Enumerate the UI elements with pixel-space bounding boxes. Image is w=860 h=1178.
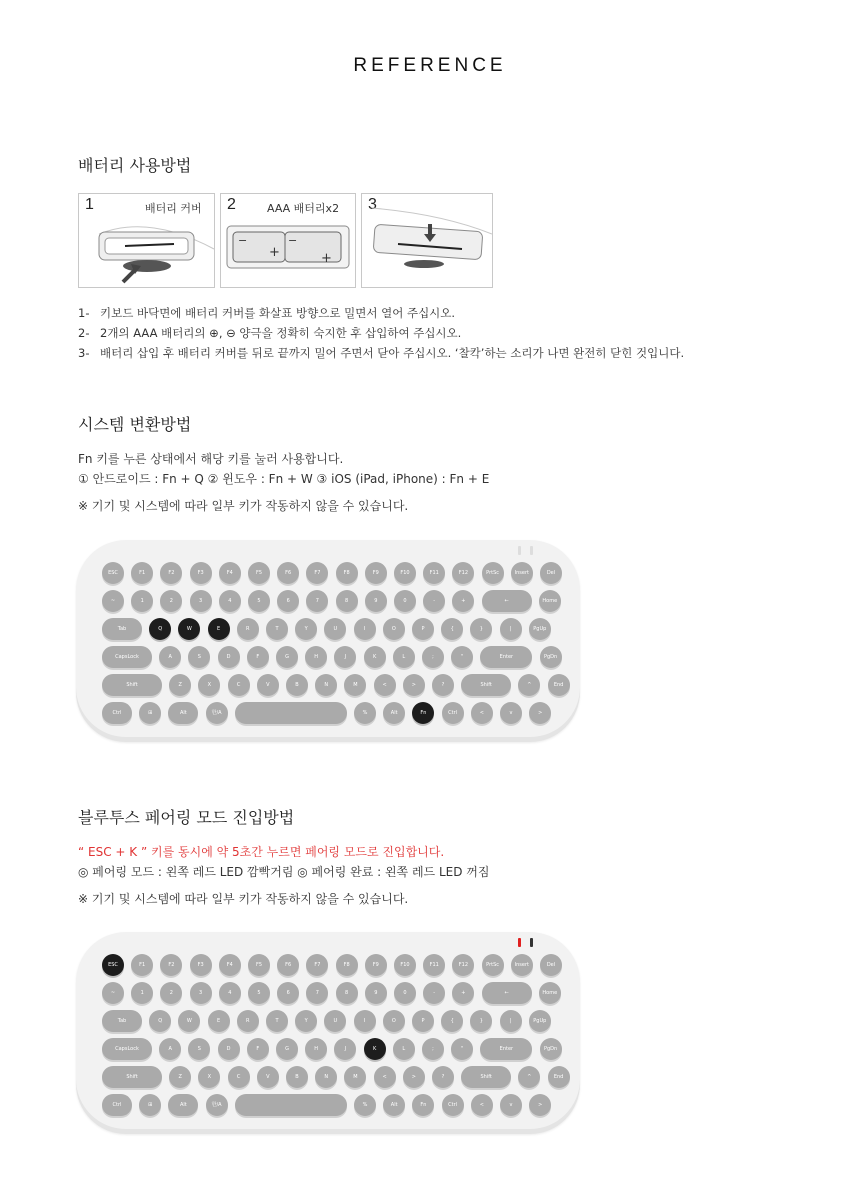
panel-number: 1 [85, 196, 94, 213]
key-y: Y [295, 618, 317, 640]
key-f6: F6 [277, 954, 299, 976]
key-q: Q [149, 1010, 171, 1032]
key-j: J [334, 1038, 356, 1060]
key-capslock: CapsLock [102, 646, 152, 668]
key-3: 3 [190, 982, 212, 1004]
key-f11: F11 [423, 954, 445, 976]
key-f8: F8 [336, 562, 358, 584]
key--: | [500, 618, 522, 640]
key-enter: Enter [480, 646, 532, 668]
key-v: V [257, 1066, 279, 1088]
key-7: 7 [306, 590, 328, 612]
svg-text:−: − [288, 234, 298, 247]
key-pgdn: PgDn [540, 646, 562, 668]
key-f6: F6 [277, 562, 299, 584]
key-esc: ESC [102, 954, 124, 976]
key-f8: F8 [336, 954, 358, 976]
key-t: T [266, 618, 288, 640]
key-f11: F11 [423, 562, 445, 584]
key--: ← [482, 982, 532, 1004]
key-0: 0 [394, 982, 416, 1004]
key-h: H [305, 1038, 327, 1060]
key-ctrl: Ctrl [102, 1094, 132, 1116]
key-9: 9 [365, 982, 387, 1004]
panel-caption: AAA 배터리x2 [267, 202, 340, 215]
svg-text:−: − [238, 234, 248, 247]
key-fn: Fn [412, 1094, 434, 1116]
key-f5: F5 [248, 562, 270, 584]
key-k: K [364, 1038, 386, 1060]
key--: > [403, 674, 425, 696]
key-shift: Shift [461, 674, 511, 696]
key-z: Z [169, 1066, 191, 1088]
bluetooth-line-1: “ ESC + K ” 키를 동시에 약 5초간 누르면 페어링 모드로 진입합니다. [78, 845, 445, 859]
key-f1: F1 [131, 562, 153, 584]
key-o: O [383, 1010, 405, 1032]
battery-step-1 [78, 305, 455, 321]
key--: - [423, 982, 445, 1004]
key-c: C [228, 674, 250, 696]
key-y: Y [295, 1010, 317, 1032]
key-fn: Fn [412, 702, 434, 724]
key-esc: ESC [102, 562, 124, 584]
key--: ^ [518, 1066, 540, 1088]
key-pgdn: PgDn [540, 1038, 562, 1060]
key--: + [452, 982, 474, 1004]
key--: } [470, 1010, 492, 1032]
key-5: 5 [248, 982, 270, 1004]
key-8: 8 [336, 982, 358, 1004]
key-shift: Shift [102, 674, 162, 696]
key--: } [470, 618, 492, 640]
key--: < [374, 1066, 396, 1088]
key--: % [354, 1094, 376, 1116]
system-note: ※ 기기 및 시스템에 따라 일부 키가 작동하지 않을 수 있습니다. [78, 499, 409, 513]
led-left [518, 546, 521, 555]
battery-panel-2 [220, 193, 356, 288]
key-r: R [237, 1010, 259, 1032]
key--: ? [432, 1066, 454, 1088]
key-f2: F2 [160, 562, 182, 584]
key-f3: F3 [190, 954, 212, 976]
key-p: P [412, 1010, 434, 1032]
battery-panel-1 [78, 193, 215, 288]
key-f4: F4 [219, 954, 241, 976]
key-9: 9 [365, 590, 387, 612]
key-0: 0 [394, 590, 416, 612]
step-number: 1- [78, 306, 90, 320]
step-text: 배터리 삽입 후 배터리 커버를 뒤로 끝까지 밀어 주면서 닫아 주십시오. ‘찰칵’하는 소리가 나면 완전히 닫힌 것입니다. [100, 346, 685, 360]
key-end: End [548, 674, 570, 696]
key-5: 5 [248, 590, 270, 612]
key-prtsc: PrtSc [482, 562, 504, 584]
key-home: Home [539, 982, 561, 1004]
key-x: X [198, 674, 220, 696]
key-v: V [257, 674, 279, 696]
key-shift: Shift [461, 1066, 511, 1088]
reference-title: REFERENCE [353, 55, 507, 76]
key-alt: Alt [168, 702, 198, 724]
key--: ⊞ [139, 1094, 161, 1116]
key-f2: F2 [160, 954, 182, 976]
key--: < [471, 1094, 493, 1116]
key-f5: F5 [248, 954, 270, 976]
key--: " [451, 1038, 473, 1060]
key-2: 2 [160, 590, 182, 612]
key-alt: Alt [168, 1094, 198, 1116]
key-shift: Shift [102, 1066, 162, 1088]
battery-step-2 [78, 325, 461, 341]
key-ctrl: Ctrl [442, 1094, 464, 1116]
bluetooth-line-2: ◎ 페어링 모드 : 왼쪽 레드 LED 깜빡거림 ◎ 페어링 완료 : 왼쪽 레드 LED 꺼짐 [78, 865, 490, 879]
key-6: 6 [277, 590, 299, 612]
key-f12: F12 [452, 954, 474, 976]
key--: ; [422, 646, 444, 668]
key-k: K [364, 646, 386, 668]
bluetooth-heading: 블루투스 페어링 모드 진입방법 [78, 808, 295, 827]
key-a: A [159, 646, 181, 668]
key-n: N [315, 1066, 337, 1088]
key--a: 한/A [206, 1094, 228, 1116]
key-f: F [247, 646, 269, 668]
key-capslock: CapsLock [102, 1038, 152, 1060]
key-f10: F10 [394, 562, 416, 584]
key-j: J [334, 646, 356, 668]
system-heading: 시스템 변환방법 [78, 415, 192, 434]
key-2: 2 [160, 982, 182, 1004]
led-left [518, 938, 521, 947]
battery-panel-3 [361, 193, 493, 288]
key-6: 6 [277, 982, 299, 1004]
step-text: 2개의 AAA 배터리의 ⊕, ⊖ 양극을 정확히 숙지한 후 삽입하여 주십시오. [100, 326, 462, 340]
key-pgup: PgUp [529, 1010, 551, 1032]
key-4: 4 [219, 590, 241, 612]
key-e: E [208, 618, 230, 640]
key--: ⊞ [139, 702, 161, 724]
svg-text:+: + [269, 245, 280, 260]
key-insert: Insert [511, 562, 533, 584]
panel-number: 3 [368, 196, 377, 213]
keyboard-system [76, 540, 580, 742]
key-1: 1 [131, 982, 153, 1004]
key--: " [451, 646, 473, 668]
key-g: G [276, 1038, 298, 1060]
key-enter: Enter [480, 1038, 532, 1060]
led-right [530, 546, 533, 555]
key-f7: F7 [306, 954, 328, 976]
key-b: B [286, 674, 308, 696]
key--: ^ [518, 674, 540, 696]
key--: { [441, 1010, 463, 1032]
key-f10: F10 [394, 954, 416, 976]
key--: > [529, 702, 551, 724]
key-a: A [159, 1038, 181, 1060]
key-prtsc: PrtSc [482, 954, 504, 976]
key-4: 4 [219, 982, 241, 1004]
key-q: Q [149, 618, 171, 640]
key-alt: Alt [383, 1094, 405, 1116]
key-alt: Alt [383, 702, 405, 724]
key-n: N [315, 674, 337, 696]
key-insert: Insert [511, 954, 533, 976]
key-f9: F9 [365, 954, 387, 976]
key-d: D [218, 646, 240, 668]
key-u: U [324, 618, 346, 640]
key-u: U [324, 1010, 346, 1032]
key--: { [441, 618, 463, 640]
panel-number: 2 [227, 196, 236, 213]
battery-close-illustration [362, 194, 492, 287]
key-g: G [276, 646, 298, 668]
key-8: 8 [336, 590, 358, 612]
key-d: D [218, 1038, 240, 1060]
key-x: X [198, 1066, 220, 1088]
key-l: L [393, 1038, 415, 1060]
key-space [235, 702, 347, 724]
key-f9: F9 [365, 562, 387, 584]
key--: > [403, 1066, 425, 1088]
key-ctrl: Ctrl [102, 702, 132, 724]
bluetooth-note: ※ 기기 및 시스템에 따라 일부 키가 작동하지 않을 수 있습니다. [78, 892, 409, 906]
key-c: C [228, 1066, 250, 1088]
key-v: v [500, 702, 522, 724]
key--: % [354, 702, 376, 724]
key--a: 한/A [206, 702, 228, 724]
key-w: W [178, 618, 200, 640]
system-line-2: ① 안드로이드 : Fn + Q ② 윈도우 : Fn + W ③ iOS (iPad, iPhone) : Fn + E [78, 472, 490, 486]
step-number: 2- [78, 326, 90, 340]
key-f3: F3 [190, 562, 212, 584]
key--: - [423, 590, 445, 612]
key-tab: Tab [102, 618, 142, 640]
key-m: M [344, 1066, 366, 1088]
battery-step-3 [78, 345, 684, 361]
key-pgup: PgUp [529, 618, 551, 640]
battery-heading: 배터리 사용방법 [78, 156, 192, 175]
key-del: Del [540, 562, 562, 584]
key-i: I [354, 618, 376, 640]
key--: > [529, 1094, 551, 1116]
key-s: S [188, 646, 210, 668]
key-h: H [305, 646, 327, 668]
key-ctrl: Ctrl [442, 702, 464, 724]
key-t: T [266, 1010, 288, 1032]
key-1: 1 [131, 590, 153, 612]
key-m: M [344, 674, 366, 696]
step-number: 3- [78, 346, 90, 360]
key--: ← [482, 590, 532, 612]
key-p: P [412, 618, 434, 640]
key-f4: F4 [219, 562, 241, 584]
key-w: W [178, 1010, 200, 1032]
keyboard-bluetooth [76, 932, 580, 1134]
key-v: v [500, 1094, 522, 1116]
key-o: O [383, 618, 405, 640]
key-end: End [548, 1066, 570, 1088]
key--: ~ [102, 590, 124, 612]
key-r: R [237, 618, 259, 640]
key-i: I [354, 1010, 376, 1032]
svg-text:+: + [321, 251, 332, 266]
key--: ; [422, 1038, 444, 1060]
key-7: 7 [306, 982, 328, 1004]
key--: ? [432, 674, 454, 696]
key-del: Del [540, 954, 562, 976]
key--: < [471, 702, 493, 724]
key--: + [452, 590, 474, 612]
key-l: L [393, 646, 415, 668]
key-space [235, 1094, 347, 1116]
key-z: Z [169, 674, 191, 696]
battery-cover-illustration [79, 194, 214, 287]
key-tab: Tab [102, 1010, 142, 1032]
key-f12: F12 [452, 562, 474, 584]
led-right [530, 938, 533, 947]
key-3: 3 [190, 590, 212, 612]
system-line-1: Fn 키를 누른 상태에서 해당 키를 눌러 사용합니다. [78, 452, 344, 466]
key--: | [500, 1010, 522, 1032]
key-f1: F1 [131, 954, 153, 976]
key--: ~ [102, 982, 124, 1004]
key-b: B [286, 1066, 308, 1088]
key-e: E [208, 1010, 230, 1032]
panel-caption: 배터리 커버 [145, 202, 202, 215]
key-f: F [247, 1038, 269, 1060]
key-f7: F7 [306, 562, 328, 584]
step-text: 키보드 바닥면에 배터리 커버를 화살표 방향으로 밀면서 열어 주십시오. [100, 306, 456, 320]
battery-slot-illustration [221, 194, 355, 287]
key-s: S [188, 1038, 210, 1060]
key-home: Home [539, 590, 561, 612]
key--: < [374, 674, 396, 696]
